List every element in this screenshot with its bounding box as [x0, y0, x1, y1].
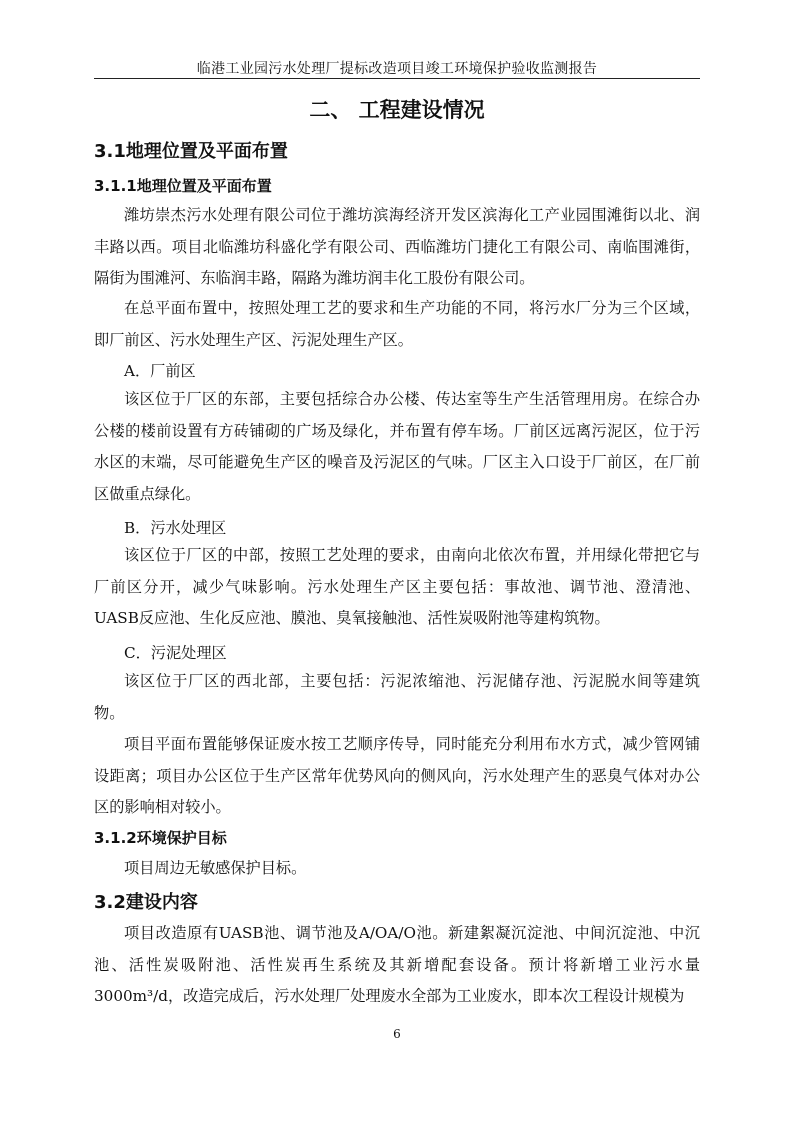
chapter-title: 二、 工程建设情况 — [309, 98, 485, 122]
paragraph-location: 潍坊崇杰污水处理有限公司位于潍坊滨海经济开发区滨海化工产业园围滩街以北、润丰路以西。项目北临潍坊科盛化学有限公司、西临潍坊门捷化工有限公司、南临围滩街，隔街为围滩河、东临润丰路，隔路为潍坊润丰化工股份有限公司。 — [94, 206, 700, 287]
zone-c-text: 该区位于厂区的西北部，主要包括：污泥浓缩池、污泥储存池、污泥脱水间等建筑物。 — [94, 672, 700, 722]
subsection-heading-3-1-2: 3.1.2环境保护目标 — [94, 829, 227, 847]
zone-b-text: 该区位于厂区的中部，按照工艺处理的要求，由南向北依次布置，并用绿化带把它与厂前区分开，减少气味影响。污水处理生产区主要包括：事故池、调节池、澄清池、UASB反应池、生化反应池、膜池、臭氧接触池、活性炭吸附池等建构筑物。 — [94, 546, 700, 627]
running-header: 临港工业园污水处理厂提标改造项目竣工环境保护验收监测报告 — [196, 61, 598, 77]
subsection-heading-3-1-1: 3.1.1地理位置及平面布置 — [94, 177, 272, 195]
paragraph-construction: 项目改造原有UASB池、调节池及A/OA/O池。新建絮凝沉淀池、中间沉淀池、中沉池、活性炭吸附池、活性炭再生系统及其新增配套设备。预计将新增工业污水量3000m³/d，改造完成后，污水处理厂处理废水全部为工业废水，即本次工程设计规模为 — [94, 924, 700, 1005]
zone-b-label: B．污水处理区 — [124, 519, 227, 537]
paragraph-closing: 项目平面布置能够保证废水按工艺顺序传导，同时能充分利用布水方式，减少管网铺设距离；项目办公区位于生产区常年优势风向的侧风向，污水处理产生的恶臭气体对办公区的影响相对较小。 — [94, 735, 700, 816]
zone-a-text: 该区位于厂区的东部，主要包括综合办公楼、传达室等生产生活管理用房。在综合办公楼的楼前设置有方砖铺砌的广场及绿化，并布置有停车场。厂前区远离污泥区，位于污水区的末端，尽可能避免生产区的噪音及污泥区的气味。厂区主入口设于厂前区，在厂前区做重点绿化。 — [94, 390, 700, 503]
section-heading-3-2: 3.2建设内容 — [94, 892, 198, 913]
paragraph-layout: 在总平面布置中，按照处理工艺的要求和生产功能的不同，将污水厂分为三个区域，即厂前区、污水处理生产区、污泥处理生产区。 — [94, 299, 700, 349]
zone-a-label: A．厂前区 — [124, 362, 196, 380]
zone-c-label: C．污泥处理区 — [124, 644, 227, 662]
section-heading-3-1: 3.1地理位置及平面布置 — [94, 141, 288, 162]
paragraph-protection-target: 项目周边无敏感保护目标。 — [124, 859, 307, 877]
header-rule — [94, 78, 700, 79]
page-number: 6 — [393, 1027, 401, 1041]
